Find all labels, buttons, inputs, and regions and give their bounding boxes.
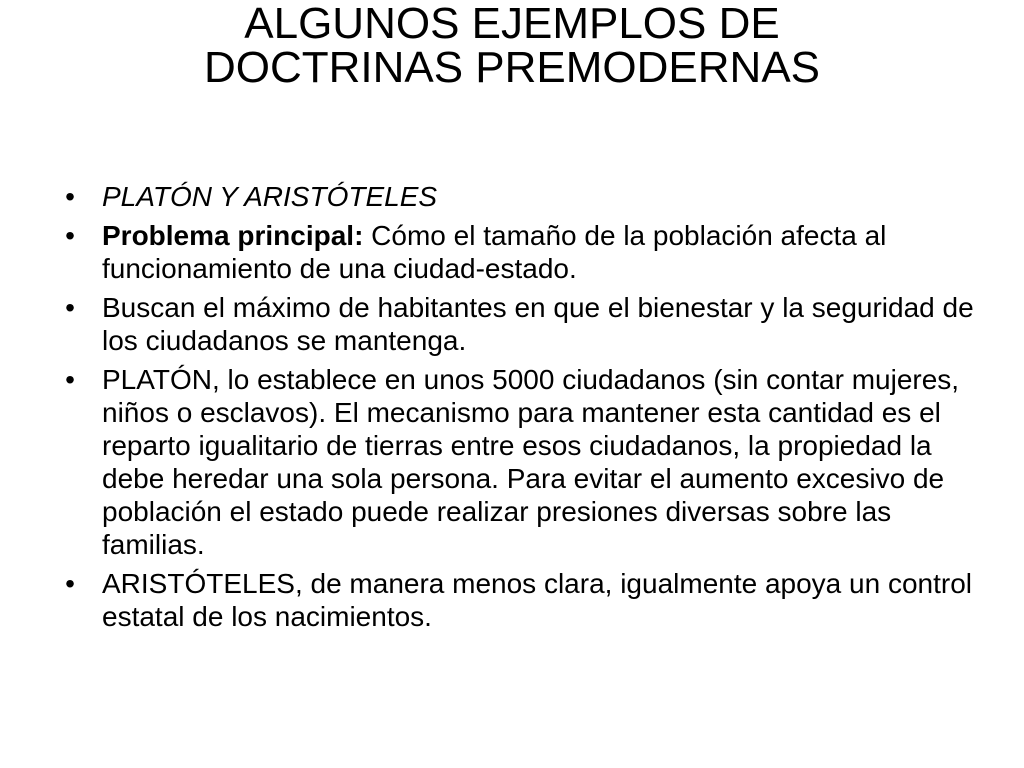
bullet-item-2 [60,219,980,285]
bullet-icon: • [65,364,75,395]
bullet-item-1 [60,180,980,213]
bullet-icon: • [65,568,75,599]
bullet-list [60,180,980,639]
bullet-text: PLATÓN, lo establece en unos 5000 ciudadanos (sin contar mujeres, niños o esclavos). El mecanismo para mantener esta cantidad es el reparto igualitario de tierras entre esos ciudadanos, la propiedad la debe heredar una sola persona. Para evitar el aumento excesivo de población el estado puede realizar presiones diversas sobre las familias. [102,364,960,560]
bullet-text: Buscan el máximo de habitantes en que el bienestar y la seguridad de los ciudadanos se mantenga. [102,292,974,356]
bullet-text: PLATÓN Y ARISTÓTELES [102,181,438,212]
slide-title [60,2,964,90]
slide-title-line-2: DOCTRINAS PREMODERNAS [203,43,821,92]
slide-title-line-1: ALGUNOS EJEMPLOS DE [244,0,780,48]
bullet-text: Cómo el tamaño de la población afecta al funcionamiento de una ciudad-estado. [102,220,887,284]
bullet-item-3 [60,291,980,357]
bullet-label: Problema principal: [102,220,364,251]
bullet-item-5 [60,567,980,633]
bullet-icon: • [65,181,75,212]
bullet-icon: • [65,292,75,323]
bullet-item-4 [60,363,980,561]
bullet-text: ARISTÓTELES, de manera menos clara, igualmente apoya un control estatal de los nacimientos. [102,568,972,632]
bullet-icon: • [65,220,75,251]
